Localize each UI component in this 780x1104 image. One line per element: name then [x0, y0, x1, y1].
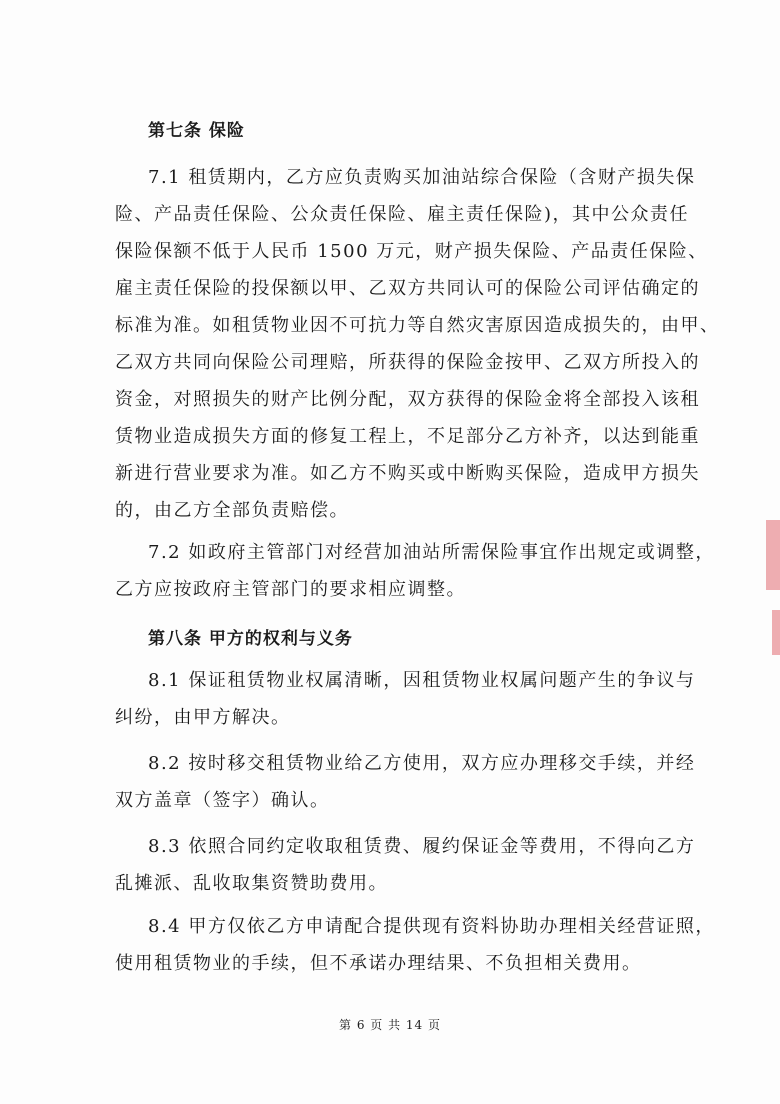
text-line: 险、产品责任保险、公众责任保险、雇主责任保险)，其中公众责任 — [115, 204, 690, 225]
text-line: 使用租赁物业的手续，但不承诺办理结果、不负担相关费用。 — [115, 953, 642, 974]
text-line: 资金，对照损失的财产比例分配，双方获得的保险金将全部投入该租 — [115, 389, 700, 410]
text-line: 纠纷，由甲方解决。 — [115, 707, 291, 728]
section-8-title: 第八条 甲方的权利与义务 — [148, 629, 353, 649]
text-line: 8.1 保证租赁物业权属清晰，因租赁物业权属问题产生的争议与 — [148, 670, 696, 691]
text-line: 双方盖章（签字）确认。 — [115, 790, 330, 811]
text-line: 8.3 依照合同约定收取租赁费、履约保证金等费用，不得向乙方 — [148, 836, 696, 857]
seal-stamp-edge — [766, 520, 780, 590]
text-line: 7.2 如政府主管部门对经营加油站所需保险事宜作出规定或调整， — [148, 542, 715, 563]
text-line: 8.2 按时移交租赁物业给乙方使用，双方应办理移交手续，并经 — [148, 753, 696, 774]
text-line: 赁物业造成损失方面的修复工程上，不足部分乙方补齐，以达到能重 — [115, 426, 700, 447]
text-line: 7.1 租赁期内，乙方应负责购买加油站综合保险（含财产损失保 — [148, 167, 696, 188]
text-line: 标准为准。如租赁物业因不可抗力等自然灾害原因造成损失的，由甲、 — [115, 315, 720, 336]
text-line: 乱摊派、乱收取集资赞助费用。 — [115, 873, 388, 894]
text-line: 保险保额不低于人民币 1500 万元，财产损失保险、产品责任保险、 — [115, 241, 708, 262]
page-number: 第 6 页 共 14 页 — [339, 1018, 441, 1032]
text-line: 的，由乙方全部负责赔偿。 — [115, 500, 349, 521]
text-line: 雇主责任保险的投保额以甲、乙双方共同认可的保险公司评估确定的 — [115, 278, 700, 299]
text-line: 8.4 甲方仅依乙方申请配合提供现有资料协助办理相关经营证照， — [148, 916, 715, 937]
section-7-title: 第七条 保险 — [148, 121, 245, 141]
seal-stamp-edge — [772, 610, 780, 655]
text-line: 乙方应按政府主管部门的要求相应调整。 — [115, 579, 466, 600]
text-line: 新进行营业要求为准。如乙方不购买或中断购买保险，造成甲方损失 — [115, 463, 700, 484]
text-line: 乙双方共同向保险公司理赔，所获得的保险金按甲、乙双方所投入的 — [115, 352, 700, 373]
